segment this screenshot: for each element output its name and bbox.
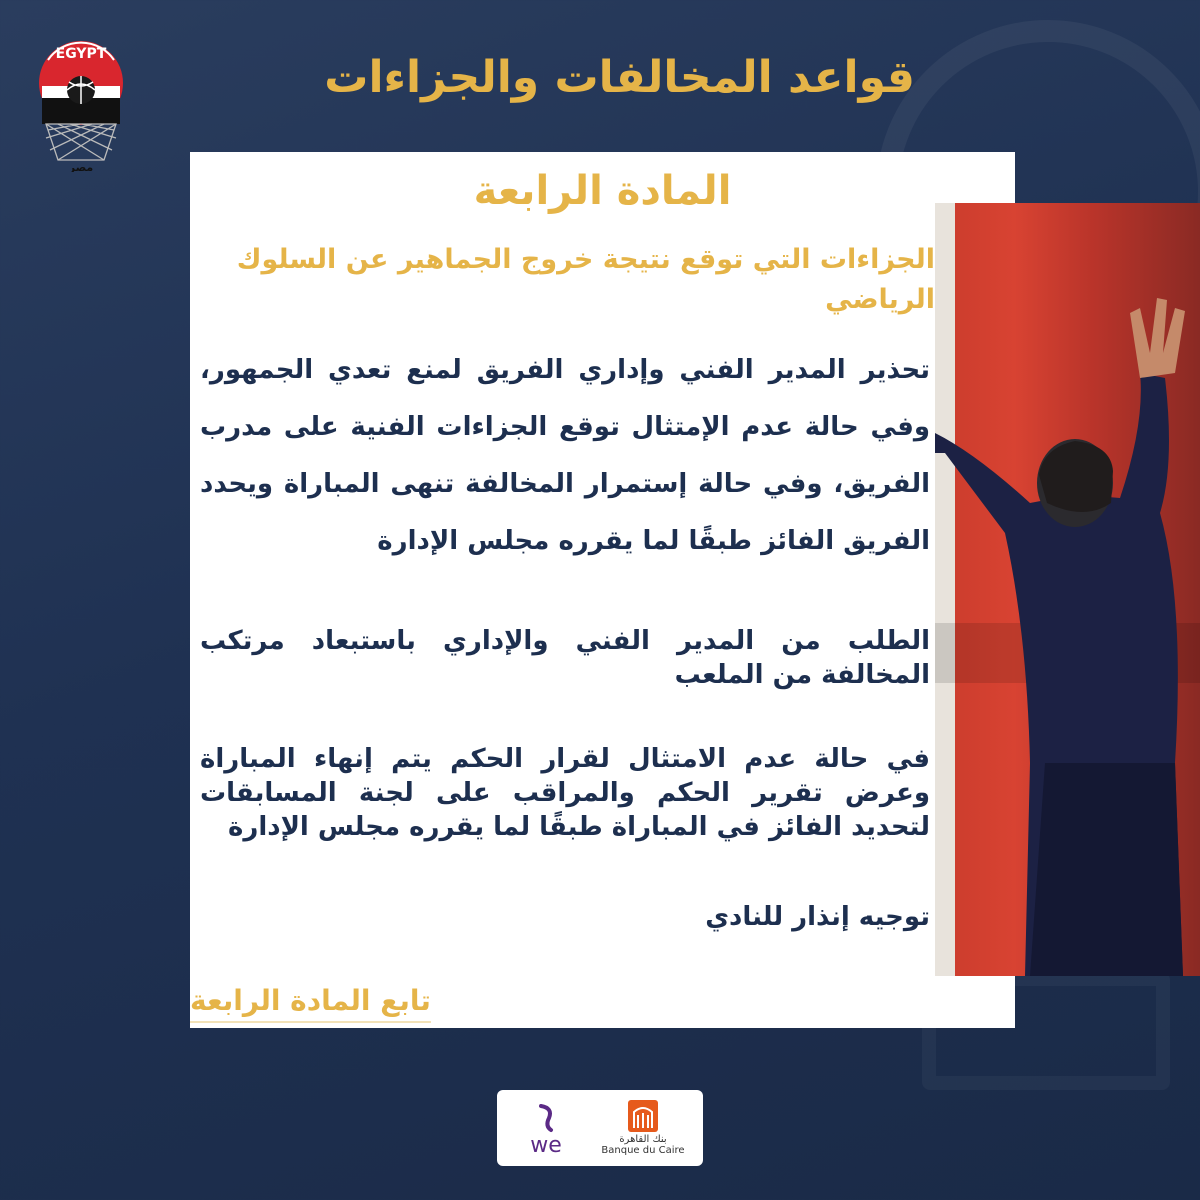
rule-item-1 [200, 342, 930, 570]
bank-name-fr: Banque du Caire [601, 1145, 685, 1156]
article-title: المادة الرابعة [473, 168, 732, 214]
rule-item-text: في حالة عدم الامتثال لقرار الحكم يتم إنهاء المباراة وعرض تقرير الحكم والمراقب على لجنة المسابقات لتحديد الفائز في المباراة طبقًا لما يقرره مجلس الإدارة [200, 744, 930, 842]
fan-photo [935, 203, 1200, 976]
rule-item-text: تحذير المدير الفني وإداري الفريق لمنع تعدي الجمهور، وفي حالة عدم الإمتثال توقع الجزاءات الفنية على مدرب الفريق، وفي حالة إستمرار المخالفة تنهى المباراة ويحدد الفريق الفائز طبقًا لما يقرره مجلس الإدارة [200, 355, 930, 556]
we-label: we [530, 1133, 562, 1156]
card-corner [935, 976, 1015, 1028]
logo-top-text: EGYPT [55, 46, 107, 62]
rule-item-4 [200, 900, 930, 934]
page-title: قواعد المخالفات والجزاءات [324, 52, 915, 103]
bank-name-ar: بنك القاهرة [619, 1134, 667, 1145]
rule-item-3 [200, 742, 930, 844]
fan-silhouette [935, 203, 1200, 976]
we-logo [511, 1100, 581, 1156]
bank-icon [628, 1100, 658, 1132]
sponsors-box [497, 1090, 703, 1166]
section-b-text: الجزاءات التي توقع نتيجة خروج الجماهير عن السلوك الرياضي [236, 244, 935, 315]
banque-du-caire-logo [589, 1098, 697, 1160]
federation-logo [36, 38, 126, 172]
rule-item-2 [200, 624, 930, 692]
continued-label: تابع المادة الرابعة [190, 984, 431, 1023]
logo-bottom-text: مصر [68, 161, 94, 172]
rules-card [190, 152, 1015, 1028]
rule-item-text: توجيه إنذار للنادي [705, 902, 930, 932]
section-b [205, 240, 935, 320]
rule-item-text: الطلب من المدير الفني والإداري باستبعاد مرتكب المخالفة من الملعب [200, 626, 930, 690]
